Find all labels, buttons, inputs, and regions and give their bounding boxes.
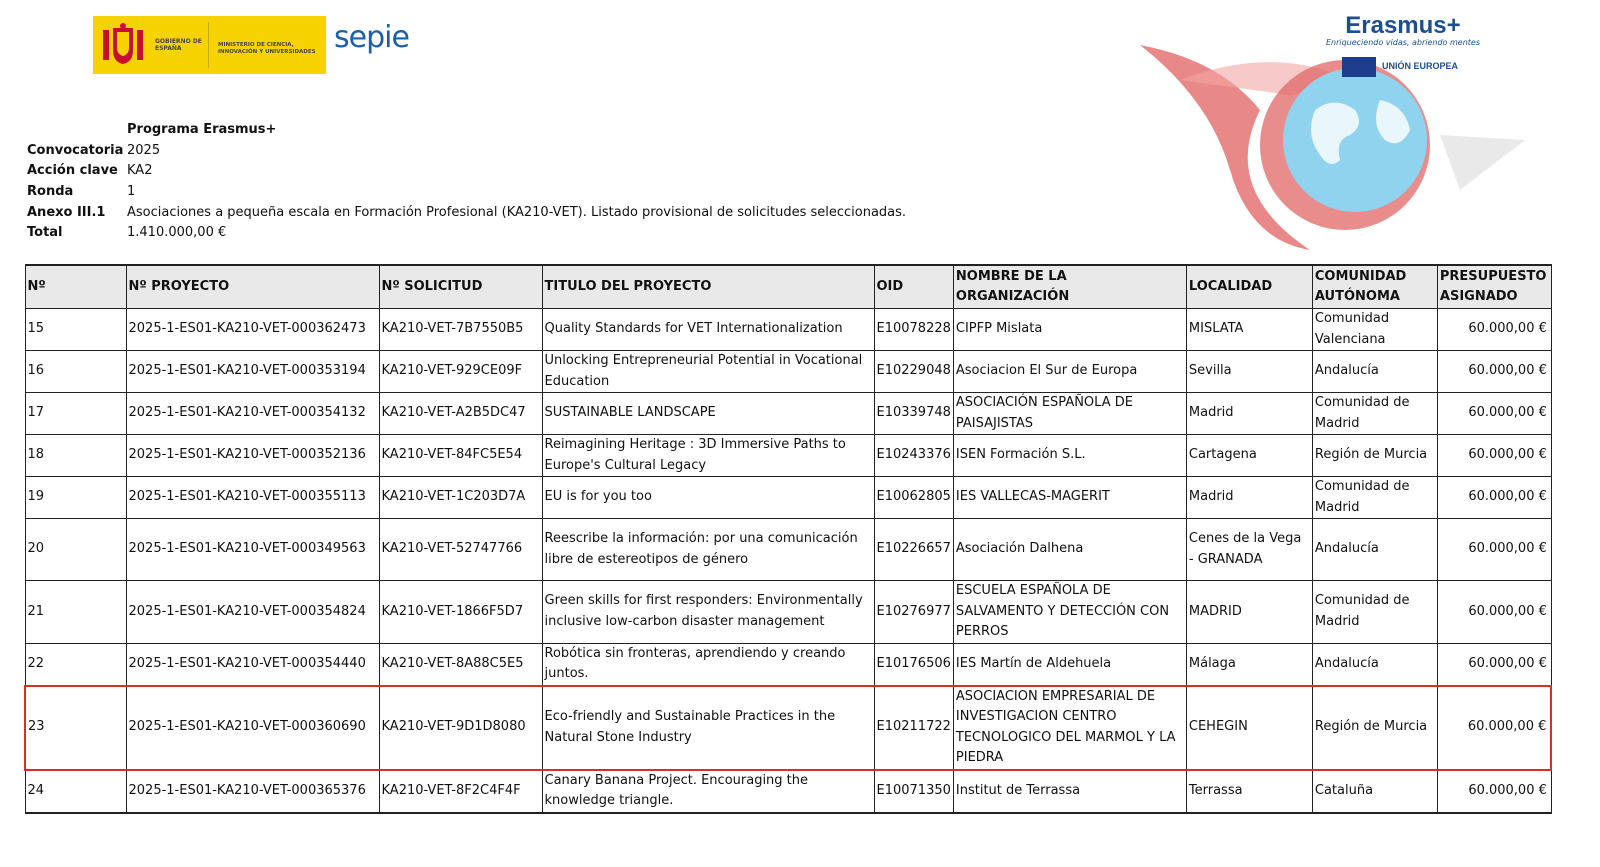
cell-proyecto: 2025-1-ES01-KA210-VET-000354824	[126, 581, 379, 644]
cell-localidad: Terrassa	[1186, 770, 1312, 813]
cell-proyecto: 2025-1-ES01-KA210-VET-000354440	[126, 643, 379, 686]
cell-comunidad: Andalucía	[1312, 351, 1437, 393]
column-header-comunidad: COMUNIDAD AUTÓNOMA	[1312, 265, 1437, 309]
cell-org: ASOCIACION EMPRESARIAL DE INVESTIGACION CENTRO TECNOLOGICO DEL MARMOL Y LA PIEDRA	[953, 686, 1186, 770]
table-row	[25, 686, 1551, 770]
cell-solicitud: KA210-VET-1866F5D7	[379, 581, 542, 644]
cell-titulo: Reimagining Heritage : 3D Immersive Paths to Europe's Cultural Legacy	[542, 435, 874, 477]
cell-oid: E10176506	[874, 643, 953, 686]
cell-solicitud: KA210-VET-8A88C5E5	[379, 643, 542, 686]
cell-presupuesto: 60.000,00 €	[1437, 686, 1551, 770]
cell-n: 22	[25, 643, 126, 686]
cell-org: IES Martín de Aldehuela	[953, 643, 1186, 686]
meta-key: Anexo III.1	[27, 204, 106, 220]
cell-oid: E10243376	[874, 435, 953, 477]
cell-n: 23	[25, 686, 126, 770]
cell-presupuesto: 60.000,00 €	[1437, 435, 1551, 477]
cell-solicitud: KA210-VET-A2B5DC47	[379, 393, 542, 435]
gobierno-text: GOBIERNO DE ESPAÑA	[155, 38, 202, 52]
cell-org: IES VALLECAS-MAGERIT	[953, 477, 1186, 519]
coat-of-arms-icon	[101, 22, 145, 68]
meta-key: Total	[27, 225, 63, 241]
cell-localidad: MISLATA	[1186, 309, 1312, 351]
logo-divider	[208, 22, 209, 68]
cell-presupuesto: 60.000,00 €	[1437, 477, 1551, 519]
cell-solicitud: KA210-VET-9D1D8080	[379, 686, 542, 770]
column-header-localidad: LOCALIDAD	[1186, 265, 1312, 309]
cell-localidad: Cenes de la Vega - GRANADA	[1186, 519, 1312, 581]
cell-localidad: Cartagena	[1186, 435, 1312, 477]
table-row	[25, 519, 1551, 581]
cell-localidad: Madrid	[1186, 477, 1312, 519]
cell-titulo: Quality Standards for VET Internationalization	[542, 309, 874, 351]
erasmus-tagline: Enriqueciendo vidas, abriendo mentes	[1325, 38, 1480, 47]
gobierno-espana-logo	[93, 16, 326, 74]
cell-proyecto: 2025-1-ES01-KA210-VET-000349563	[126, 519, 379, 581]
cell-comunidad: Comunidad Valenciana	[1312, 309, 1437, 351]
cell-titulo: Unlocking Entrepreneurial Potential in Vocational Education	[542, 351, 874, 393]
cell-localidad: CEHEGIN	[1186, 686, 1312, 770]
table-row	[25, 477, 1551, 519]
cell-n: 20	[25, 519, 126, 581]
cell-presupuesto: 60.000,00 €	[1437, 770, 1551, 813]
sepie-logo	[326, 16, 433, 74]
meta-key: Acción clave	[27, 163, 118, 179]
eu-badge	[1342, 55, 1472, 77]
column-header-org: NOMBRE DE LA ORGANIZACIÓN	[953, 265, 1186, 309]
column-header-proyecto: Nº PROYECTO	[126, 265, 379, 309]
meta-value: KA2	[127, 163, 153, 179]
cell-proyecto: 2025-1-ES01-KA210-VET-000355113	[126, 477, 379, 519]
cell-comunidad: Comunidad de Madrid	[1312, 581, 1437, 644]
cell-oid: E10229048	[874, 351, 953, 393]
cell-titulo: Robótica sin fronteras, aprendiendo y creando juntos.	[542, 643, 874, 686]
cell-n: 17	[25, 393, 126, 435]
cell-titulo: Canary Banana Project. Encouraging the knowledge triangle.	[542, 770, 874, 813]
cell-org: ESCUELA ESPAÑOLA DE SALVAMENTO Y DETECCIÓN CON PERROS	[953, 581, 1186, 644]
cell-titulo: Eco-friendly and Sustainable Practices in the Natural Stone Industry	[542, 686, 874, 770]
eu-flag-icon	[1342, 57, 1376, 77]
meta-row	[27, 182, 906, 203]
cell-org: CIPFP Mislata	[953, 309, 1186, 351]
cell-titulo: Reescribe la información: por una comunicación libre de estereotipos de género	[542, 519, 874, 581]
column-header-titulo: TITULO DEL PROYECTO	[542, 265, 874, 309]
cell-org: Institut de Terrassa	[953, 770, 1186, 813]
cell-org: ISEN Formación S.L.	[953, 435, 1186, 477]
cell-org: Asociacion El Sur de Europa	[953, 351, 1186, 393]
cell-solicitud: KA210-VET-929CE09F	[379, 351, 542, 393]
cell-proyecto: 2025-1-ES01-KA210-VET-000352136	[126, 435, 379, 477]
cell-presupuesto: 60.000,00 €	[1437, 309, 1551, 351]
column-header-solicitud: Nº SOLICITUD	[379, 265, 542, 309]
cell-oid: E10062805	[874, 477, 953, 519]
selected-applications-table	[24, 264, 1552, 814]
cell-org: Asociación Dalhena	[953, 519, 1186, 581]
cell-proyecto: 2025-1-ES01-KA210-VET-000360690	[126, 686, 379, 770]
table-row	[25, 435, 1551, 477]
cell-presupuesto: 60.000,00 €	[1437, 581, 1551, 644]
cell-oid: E10226657	[874, 519, 953, 581]
cell-proyecto: 2025-1-ES01-KA210-VET-000354132	[126, 393, 379, 435]
globe-decoration-icon	[1140, 40, 1540, 260]
cell-localidad: MADRID	[1186, 581, 1312, 644]
table-row	[25, 393, 1551, 435]
cell-titulo: SUSTAINABLE LANDSCAPE	[542, 393, 874, 435]
meta-value: Asociaciones a pequeña escala en Formación Profesional (KA210-VET). Listado provisional de solicitudes seleccionadas.	[127, 204, 907, 220]
meta-row	[27, 161, 906, 182]
meta-row	[27, 203, 906, 224]
cell-localidad: Madrid	[1186, 393, 1312, 435]
meta-value: 2025	[127, 142, 161, 158]
cell-solicitud: KA210-VET-52747766	[379, 519, 542, 581]
cell-n: 19	[25, 477, 126, 519]
cell-presupuesto: 60.000,00 €	[1437, 393, 1551, 435]
cell-solicitud: KA210-VET-8F2C4F4F	[379, 770, 542, 813]
table-row	[25, 770, 1551, 813]
sepie-wordmark: sepie	[334, 20, 409, 55]
cell-n: 21	[25, 581, 126, 644]
cell-presupuesto: 60.000,00 €	[1437, 643, 1551, 686]
column-header-oid: OID	[874, 265, 953, 309]
cell-oid: E10211722	[874, 686, 953, 770]
cell-n: 18	[25, 435, 126, 477]
cell-oid: E10276977	[874, 581, 953, 644]
cell-comunidad: Región de Murcia	[1312, 686, 1437, 770]
cell-n: 24	[25, 770, 126, 813]
cell-oid: E10339748	[874, 393, 953, 435]
cell-localidad: Sevilla	[1186, 351, 1312, 393]
table-row	[25, 643, 1551, 686]
eu-label: UNIÓN EUROPEA	[1382, 61, 1459, 71]
cell-solicitud: KA210-VET-84FC5E54	[379, 435, 542, 477]
cell-titulo: Green skills for first responders: Environmentally inclusive low-carbon disaster management	[542, 581, 874, 644]
cell-presupuesto: 60.000,00 €	[1437, 519, 1551, 581]
call-metadata	[27, 120, 906, 244]
table-row	[25, 309, 1551, 351]
cell-n: 15	[25, 309, 126, 351]
cell-proyecto: 2025-1-ES01-KA210-VET-000365376	[126, 770, 379, 813]
cell-oid: E10078228	[874, 309, 953, 351]
cell-localidad: Málaga	[1186, 643, 1312, 686]
meta-row	[27, 223, 906, 244]
cell-comunidad: Cataluña	[1312, 770, 1437, 813]
table-header-row	[25, 265, 1551, 309]
cell-presupuesto: 60.000,00 €	[1437, 351, 1551, 393]
program-title: Programa Erasmus+	[127, 122, 277, 137]
cell-titulo: EU is for you too	[542, 477, 874, 519]
cell-solicitud: KA210-VET-7B7550B5	[379, 309, 542, 351]
cell-n: 16	[25, 351, 126, 393]
cell-comunidad: Comunidad de Madrid	[1312, 393, 1437, 435]
cell-comunidad: Andalucía	[1312, 519, 1437, 581]
erasmus-logo	[1326, 12, 1480, 47]
erasmus-title: Erasmus+	[1345, 12, 1461, 39]
meta-row	[27, 141, 906, 162]
cell-solicitud: KA210-VET-1C203D7A	[379, 477, 542, 519]
meta-key: Convocatoria	[27, 142, 124, 158]
table-row	[25, 351, 1551, 393]
cell-proyecto: 2025-1-ES01-KA210-VET-000353194	[126, 351, 379, 393]
cell-comunidad: Andalucía	[1312, 643, 1437, 686]
cell-proyecto: 2025-1-ES01-KA210-VET-000362473	[126, 309, 379, 351]
column-header-n: Nº	[25, 265, 126, 309]
meta-value: 1	[127, 184, 136, 200]
column-header-presupuesto: PRESUPUESTO ASIGNADO	[1437, 265, 1551, 309]
cell-org: ASOCIACIÓN ESPAÑOLA DE PAISAJISTAS	[953, 393, 1186, 435]
table-row	[25, 581, 1551, 644]
ministry-text: MINISTERIO DE CIENCIA, INNOVACIÓN Y UNIVERSIDADES	[218, 42, 316, 55]
cell-comunidad: Comunidad de Madrid	[1312, 477, 1437, 519]
cell-comunidad: Región de Murcia	[1312, 435, 1437, 477]
meta-key: Ronda	[27, 184, 74, 200]
cell-oid: E10071350	[874, 770, 953, 813]
meta-value: 1.410.000,00 €	[127, 225, 227, 241]
